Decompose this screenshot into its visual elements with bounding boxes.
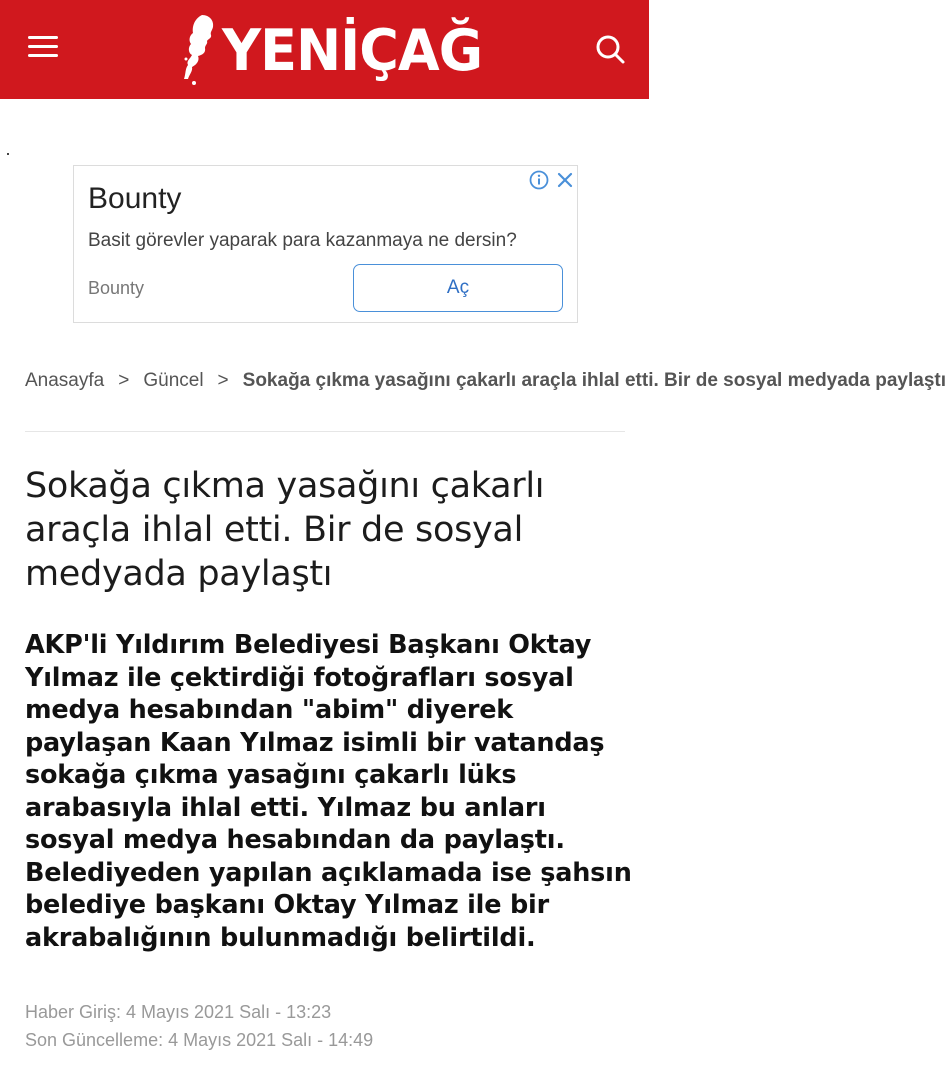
hamburger-menu-icon[interactable] (28, 36, 60, 62)
ad-open-button[interactable]: Aç (353, 264, 563, 312)
ad-close-icon[interactable] (555, 170, 575, 190)
search-icon[interactable] (594, 33, 626, 65)
breadcrumb-separator: > (217, 370, 229, 391)
top-navigation-bar (0, 0, 649, 99)
ad-description: Basit görevler yaparak para kazanmaya ne dersin? (88, 230, 517, 251)
site-logo[interactable] (180, 10, 482, 90)
breadcrumb-home-link[interactable]: Anasayfa (25, 370, 105, 391)
logo-text: YENİÇAĞ (222, 16, 483, 84)
article-meta (25, 998, 373, 1054)
divider (25, 431, 625, 432)
breadcrumb-separator: > (118, 370, 130, 391)
published-date: Haber Giriş: 4 Mayıs 2021 Salı - 13:23 (25, 1002, 332, 1022)
breadcrumb-current: Sokağa çıkma yasağını çakarlı araçla ihlal etti. Bir de sosyal medyada paylaştı (242, 370, 946, 391)
article-summary: AKP'li Yıldırım Belediyesi Başkanı Oktay Yılmaz ile çektirdiği fotoğrafları sosyal medya hesabından "abim" diyerek paylaşan Kaan Yılmaz isimli bir vatandaş sokağa çıkma yasağını çakarlı lüks arabasıyla ihlal etti. Yılmaz bu anları sosyal medya hesabından da paylaştı. Belediyeden yapılan açıklamada ise şahsın belediye başkanı Oktay Yılmaz ile bir akrabalığının bulunmadığı belirtildi. (25, 630, 632, 953)
stray-dot (7, 153, 9, 155)
updated-date: Son Güncelleme: 4 Mayıs 2021 Salı - 14:49 (25, 1030, 374, 1050)
ataturk-silhouette-icon (180, 13, 220, 87)
ad-title: Bounty (88, 182, 182, 215)
ad-info-icon[interactable] (529, 170, 549, 190)
ad-brand: Bounty (88, 278, 145, 298)
breadcrumb (25, 370, 946, 398)
breadcrumb-category-link[interactable]: Güncel (143, 370, 204, 391)
advertisement-banner[interactable] (73, 165, 578, 323)
article-headline: Sokağa çıkma yasağını çakarlı araçla ihlal etti. Bir de sosyal medyada paylaştı (25, 466, 545, 594)
